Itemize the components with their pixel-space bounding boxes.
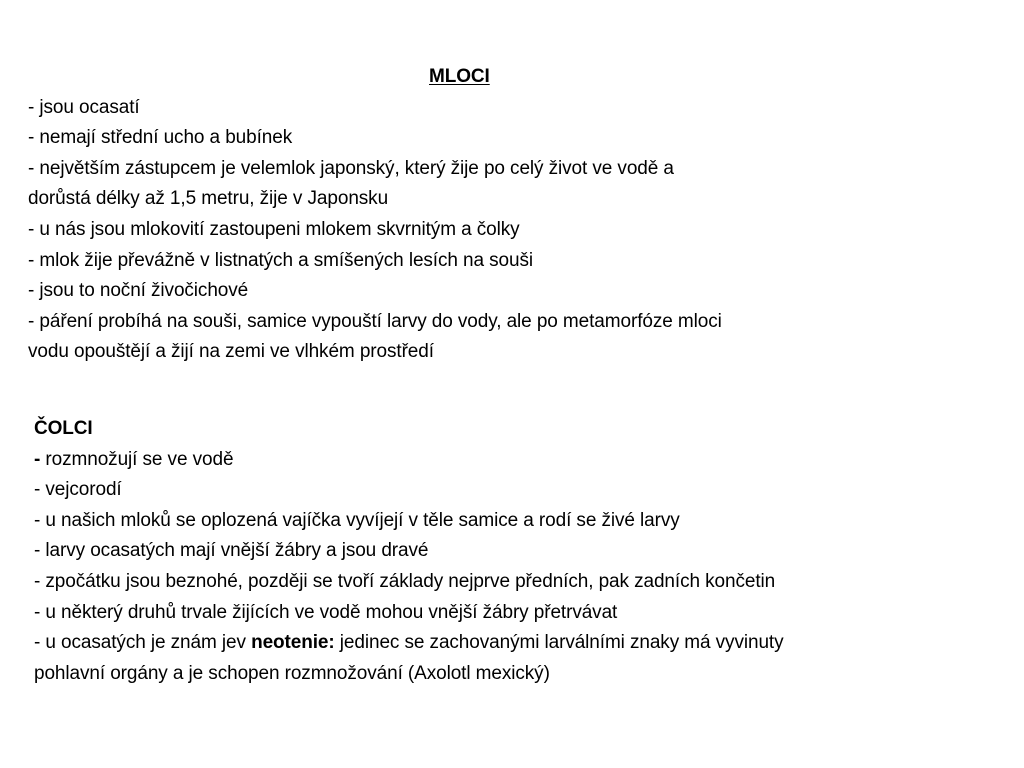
- colci-line-last: pohlavní orgány a je schopen rozmnožování (Axolotl mexický): [34, 662, 550, 684]
- colci-line: - vejcorodí: [34, 479, 122, 501]
- mloci-line: vodu opouštějí a žijí na zemi ve vlhkém prostředí: [28, 341, 434, 363]
- colci-title: ČOLCI: [34, 418, 93, 439]
- mloci-line: dorůstá délky až 1,5 metru, žije v Japonsku: [28, 188, 389, 210]
- colci-first-text: rozmnožují se ve vodě: [40, 448, 234, 470]
- mloci-line: - jsou ocasatí: [28, 96, 140, 118]
- mloci-line: - jsou to noční živočichové: [28, 280, 249, 302]
- neotenie-prefix: - u ocasatých je znám jev: [34, 632, 252, 654]
- neotenie-suffix: jedinec se zachovanými larválními znaky má vyvinuty: [334, 632, 784, 654]
- mloci-line: - největším zástupcem je velemlok japonský, který žije po celý život ve vodě a: [28, 157, 674, 179]
- colci-line: - u našich mloků se oplozená vajíčka vyvíjejí v těle samice a rodí se živé larvy: [34, 509, 680, 531]
- mloci-line: - páření probíhá na souši, samice vypouští larvy do vody, ale po metamorfóze mloci: [28, 310, 722, 332]
- colci-line: - larvy ocasatých mají vnější žábry a jsou dravé: [34, 540, 429, 562]
- colci-line: - zpočátku jsou beznohé, později se tvoří základy nejprve předních, pak zadních končetin: [34, 570, 776, 592]
- mloci-title: MLOCI: [429, 66, 490, 87]
- mloci-line: - u nás jsou mlokovití zastoupeni mlokem skvrnitým a čolky: [28, 218, 520, 240]
- colci-section: [34, 414, 994, 689]
- colci-line: - u některý druhů trvale žijících ve vodě mohou vnější žábry přetrvávat: [34, 601, 618, 623]
- colci-line-neotenie: [34, 628, 994, 659]
- mloci-section: [28, 62, 988, 368]
- mloci-line: - nemají střední ucho a bubínek: [28, 127, 293, 149]
- neotenie-term: neotenie:: [251, 632, 335, 654]
- colci-line-first: [34, 445, 994, 476]
- colci-first-dash: -: [34, 448, 41, 470]
- mloci-line: - mlok žije převážně v listnatých a smíšených lesích na souši: [28, 249, 533, 271]
